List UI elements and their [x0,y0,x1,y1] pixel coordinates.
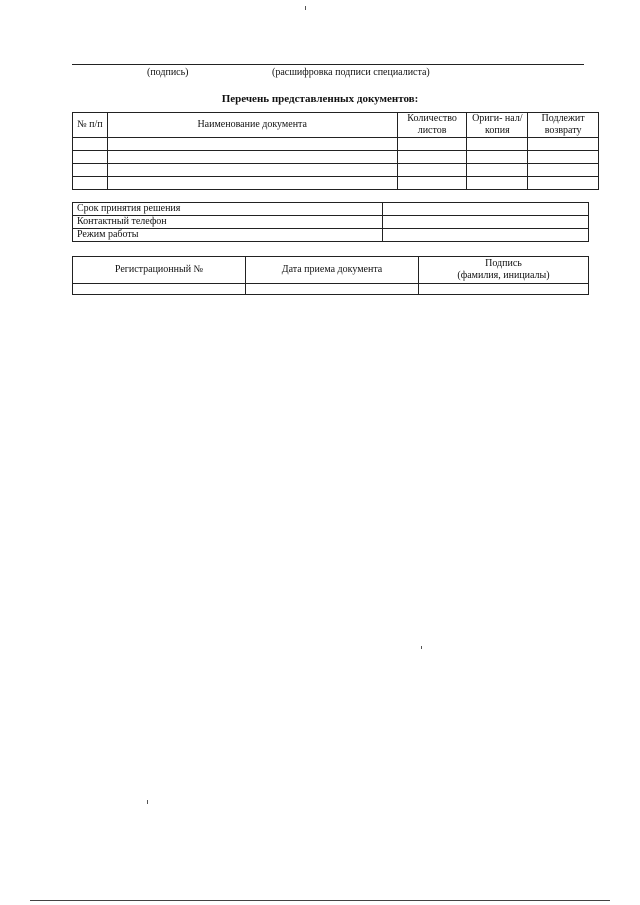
cell-number[interactable] [73,177,108,190]
work-schedule-label: Режим работы [73,229,383,242]
cell-sheets-count[interactable] [397,151,467,164]
page-bottom-edge [30,900,610,901]
work-schedule-value[interactable] [383,229,589,242]
cell-original-copy[interactable] [467,138,528,151]
cell-receipt-date[interactable] [246,284,419,295]
documents-table [72,112,599,190]
table-row [73,138,599,151]
cell-document-name[interactable] [107,138,397,151]
scan-mark [421,646,422,649]
cell-to-return[interactable] [528,138,599,151]
signature-caption: (подпись) [147,67,189,78]
cell-to-return[interactable] [528,151,599,164]
scan-mark [305,6,306,10]
cell-to-return[interactable] [528,164,599,177]
cell-number[interactable] [73,151,108,164]
table-row [73,164,599,177]
contact-phone-value[interactable] [383,216,589,229]
header-signature-line1: Подпись [485,258,522,269]
table-row [73,177,599,190]
contact-phone-label: Контактный телефон [73,216,383,229]
cell-signature[interactable] [419,284,589,295]
info-row-contact-phone [73,216,589,229]
decision-deadline-value[interactable] [383,203,589,216]
cell-sheets-count[interactable] [397,138,467,151]
cell-original-copy[interactable] [467,151,528,164]
header-registration-number: Регистрационный № [73,257,246,284]
signature-line [72,64,584,65]
header-signature-line2: (фамилия, инициалы) [457,270,550,281]
documents-list-title: Перечень представленных документов: [221,93,419,105]
header-sheets-count: Количество листов [397,113,467,138]
cell-sheets-count[interactable] [397,177,467,190]
cell-number[interactable] [73,164,108,177]
cell-document-name[interactable] [107,177,397,190]
header-original-copy: Ориги- нал/копия [467,113,528,138]
header-number: № п/п [73,113,108,138]
cell-sheets-count[interactable] [397,164,467,177]
header-document-name: Наименование документа [107,113,397,138]
info-table [72,202,589,242]
cell-document-name[interactable] [107,151,397,164]
cell-registration-number[interactable] [73,284,246,295]
header-to-return: Подлежит возврату [528,113,599,138]
cell-original-copy[interactable] [467,177,528,190]
signature-decoding-caption: (расшифровка подписи специалиста) [272,67,430,78]
table-row [73,284,589,295]
info-row-decision-deadline [73,203,589,216]
documents-table-header [73,113,599,138]
scan-mark [147,800,148,804]
decision-deadline-label: Срок принятия решения [73,203,383,216]
cell-document-name[interactable] [107,164,397,177]
header-signature [419,257,589,284]
table-row [73,151,599,164]
registration-table-header [73,257,589,284]
registration-table [72,256,589,295]
info-row-work-schedule [73,229,589,242]
cell-number[interactable] [73,138,108,151]
header-receipt-date: Дата приема документа [246,257,419,284]
cell-original-copy[interactable] [467,164,528,177]
cell-to-return[interactable] [528,177,599,190]
